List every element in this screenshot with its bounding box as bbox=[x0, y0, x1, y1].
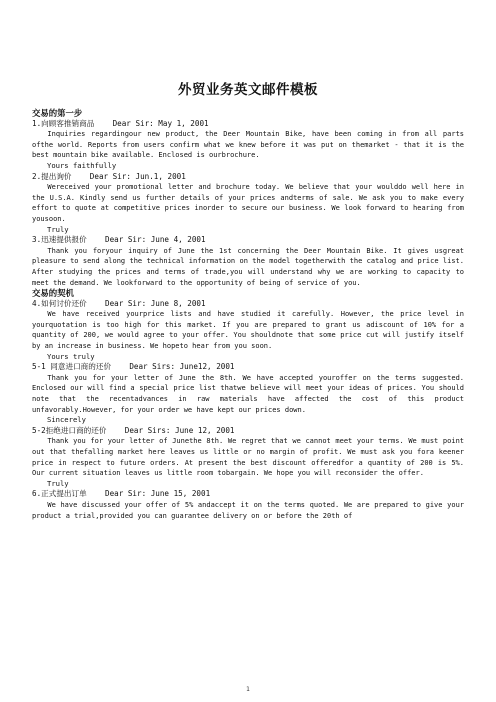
letter-heading: 6.正式提出订单 Dear Sir: June 15, 2001 bbox=[32, 489, 211, 499]
letter-signoff: Sincerely bbox=[47, 415, 86, 425]
letter-paragraph: Thank you foryour inquiry of June the 1st concerning the Deer Mountain Bike. It gives usgreat pleasure to send along the technical information on the model togetherwith the catalog and price list. After studying the prices and terms of trade,you will understand why we are working to capacity to meet the demand. We lookforward to the opportunity of being of service of you. bbox=[32, 246, 464, 287]
section-heading: 交易的契机 bbox=[32, 288, 74, 299]
letter-heading: 5-1 同意进口商的还价 Dear Sirs: June12, 2001 bbox=[32, 362, 235, 372]
document-title: 外贸业务英文邮件模板 bbox=[178, 82, 318, 98]
letter-signoff: Truly bbox=[47, 224, 69, 234]
page-number: 1 bbox=[246, 686, 250, 693]
letter-heading: 4.如何讨价还价 Dear Sir: June 8, 2001 bbox=[32, 298, 206, 308]
letter-paragraph: We have discussed your offer of 5% andaccept it on the terms quoted. We are prepared to give your product a trial,provided you can guarantee delivery on or before the 20th of bbox=[32, 500, 464, 520]
letter-signoff: Truly bbox=[47, 478, 69, 488]
letter-heading: 3.迅速提供报价 Dear Sir: June 4, 2001 bbox=[32, 235, 206, 245]
letter-signoff: Yours truly bbox=[47, 351, 95, 361]
letter-paragraph: Thank you for your letter of June the 8th. We have accepted youroffer on the terms suggested. Enclosed our will find a special price list thatwe believe will meet your ideas of prices. You should note that the recentadvances in raw materials have affected the cost of this product unfavorably.However, for your order we have kept our prices down. bbox=[32, 373, 464, 414]
letter-heading: 5-2拒绝进口商的还价 Dear Sirs: June 12, 2001 bbox=[32, 425, 235, 435]
letter-signoff: Yours faithfully bbox=[47, 160, 117, 170]
document-body bbox=[32, 108, 464, 521]
letter-paragraph: We have received yourprice lists and have studied it carefully. However, the price level in yourquotation is too high for this market. If you are prepared to grant us adiscount of 10% for a quantity of 200, we would agree to your offer. You shouldnote that some price cut will justify itself by an increase in business. We hopeto hear from you soon. bbox=[32, 310, 464, 351]
letter-heading: 2.提出询价 Dear Sir: Jun.1, 2001 bbox=[32, 171, 186, 181]
letter-paragraph: Wereceived your promotional letter and brochure today. We believe that your woulddo well here in the U.S.A. Kindly send us further details of your prices andterms of sale. We ask you to make every effort to quote at competitive prices inorder to secure our business. We look forward to hearing from yousoon. bbox=[32, 183, 464, 223]
letter-heading: 1.向顾客推销商品 Dear Sir: May 1, 2001 bbox=[32, 118, 209, 128]
letter-paragraph: Thank you for your letter of Junethe 8th. We regret that we cannot meet your terms. We must point out that thefalling market here leaves us little or no margin of profit. We must ask you fora keener price in respect to future orders. At present the best discount offeredfor a quantity of 200 is 5%. Our current situation leaves us little room tobargain. We hope you will reconsider the offer. bbox=[32, 437, 464, 478]
letter-paragraph: Inquiries regardingour new product, the Deer Mountain Bike, have been coming in from all parts ofthe world. Reports from users confirm what we knew before it was put on themarket - that it is the best mountain bike available. Enclosed is ourbrochure. bbox=[32, 130, 464, 160]
section-heading: 交易的第一步 bbox=[32, 108, 83, 118]
